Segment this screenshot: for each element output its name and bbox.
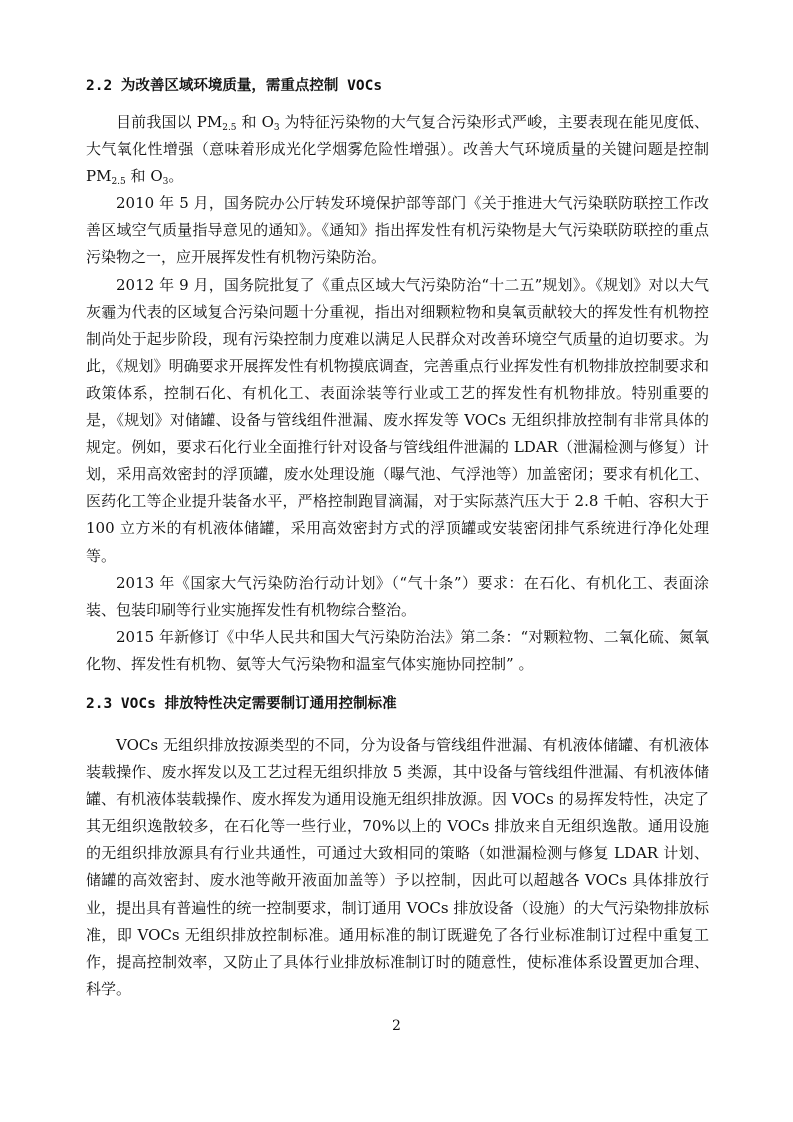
- section-2-2-heading: 2.2 为改善区域环境质量，需重点控制 VOCs: [86, 78, 383, 94]
- section-2-3: [86, 692, 709, 1003]
- section-2-2-paragraph-3: 2012 年 9 月，国务院批复了《重点区域大气污染防治“十二五”规划》。《规划》对以大气灰霾为代表的区域复合污染问题十分重视，指出对细颗粒物和臭氧贡献较大的挥发性有机物控制尚处于起步阶段，现有污染控制力度难以满足人民群众对改善环境空气质量的迫切要求。为此，《规划》明确要求开展挥发性有机物摸底调查，完善重点行业挥发性有机物排放控制要求和政策体系，控制石化、有机化工、表面涂装等行业或工艺的挥发性有机物排放。特别重要的是，《规划》对储罐、设备与管线组件泄漏、废水挥发等 VOCs 无组织排放控制有非常具体的规定。例如，要求石化行业全面推行针对设备与管线组件泄漏的 LDAR（泄漏检测与修复）计划，采用高效密封的浮顶罐，废水处理设施（曝气池、气浮池等）加盖密闭；要求有机化工、医药化工等企业提升装备水平，严格控制跑冒滴漏，对于实际蒸汽压大于 2.8 千帕、容积大于 100 立方米的有机液体储罐，采用高效密封方式的浮顶罐或安装密闭排气系统进行净化处理等。: [86, 275, 709, 565]
- section-2-2-paragraph-2: 2010 年 5 月，国务院办公厅转发环境保护部等部门《关于推进大气污染联防联控工作改善区域空气质量指导意见的通知》。《通知》指出挥发性有机污染物是大气污染联防联控的重点污染物之一，应开展挥发性有机物污染防治。: [86, 194, 709, 267]
- page-number: 2: [392, 1018, 401, 1034]
- section-2-3-paragraph-1: VOCs 无组织排放按源类型的不同，分为设备与管线组件泄漏、有机液体储罐、有机液体装载操作、废水挥发以及工艺过程无组织排放 5 类源，其中设备与管线组件泄漏、有机液体储罐、有机液体装载操作、废水挥发为通用设施无组织排放源。因 VOCs 的易挥发特性，决定了其无组织逸散较多，在石化等一些行业，70%以上的 VOCs 排放来自无组织逸散。通用设施的无组织排放源具有行业共通性，可通过大致相同的策略（如泄漏检测与修复 LDAR 计划、储罐的高效密封、废水池等敞开液面加盖等）予以控制，因此可以超越各 VOCs 具体排放行业，提出具有普遍性的统一控制要求，制订通用 VOCs 排放设备（设施）的大气污染物排放标准，即 VOCs 无组织排放控制标准。通用标准的制订既避免了各行业标准制订过程中重复工作，提高控制效率，又防止了具体行业排放标准制订时的随意性，使标准体系设置更加合理、科学。: [86, 735, 709, 998]
- section-2-3-heading: 2.3 VOCs 排放特性决定需要制订通用控制标准: [86, 695, 397, 712]
- section-2-2: [86, 74, 709, 678]
- section-2-2-paragraph-1: 目前我国以 $PM_{2.5}$ 和 $O_3$ 为特征污染物的大气复合污染形式严峻，主要表现在能见度低、大气氧化性增强（意味着形成光化学烟雾危险性增强）。改善大气环境质量的关键问题是控制 $PM_{2.5}$ 和 $O_3$。: [86, 113, 709, 188]
- section-2-2-paragraph-4: 2013 年《国家大气污染防治行动计划》（“气十条”）要求：在石化、有机化工、表面涂装、包装印刷等行业实施挥发性有机物综合整治。: [86, 573, 709, 619]
- section-2-2-paragraph-5: 2015 年新修订《中华人民共和国大气污染防治法》第二条：“对颗粒物、二氧化硫、氮氧化物、挥发性有机物、氨等大气污染物和温室气体实施协同控制” 。: [86, 627, 709, 673]
